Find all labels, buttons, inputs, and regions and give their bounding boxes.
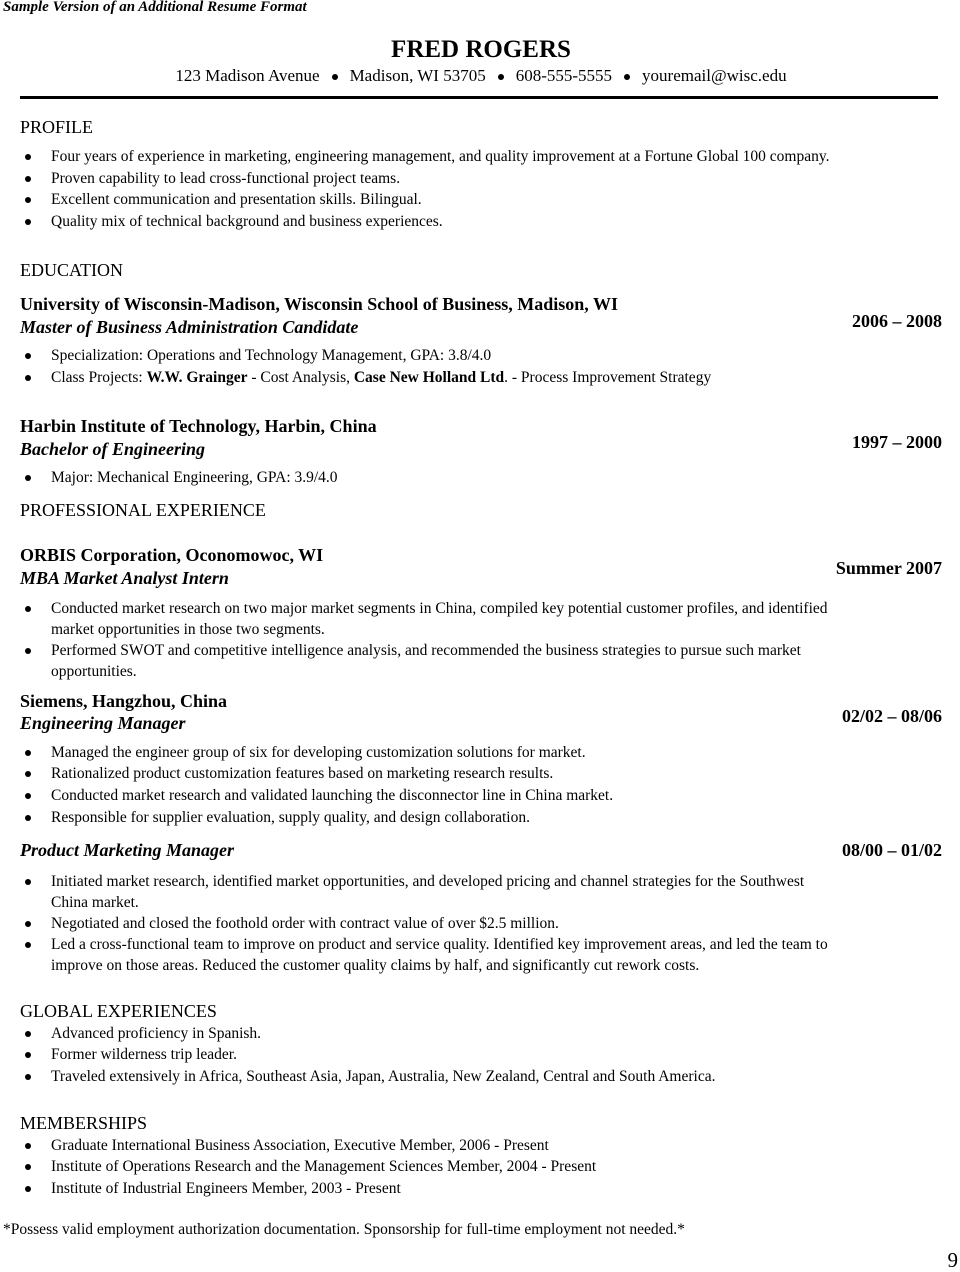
date-range: 2006 – 2008 bbox=[852, 311, 942, 331]
list-item: Former wilderness trip leader. bbox=[51, 1046, 237, 1063]
bullet-icon bbox=[624, 74, 630, 80]
list-item-continuation: China market. bbox=[51, 894, 139, 911]
list-item-continuation: improve on those areas. Reduced the customer quality claims by half, and significantly cut rework costs. bbox=[51, 957, 700, 974]
document-note: Sample Version of an Additional Resume Format bbox=[3, 0, 307, 15]
date-range: Summer 2007 bbox=[835, 558, 942, 578]
bullet-icon bbox=[498, 74, 504, 80]
degree: Bachelor of Engineering bbox=[20, 439, 206, 459]
list-item-continuation: market opportunities in those two segments. bbox=[51, 621, 325, 638]
list-item: Rationalized product customization features based on marketing research results. bbox=[51, 765, 554, 782]
section-heading-profile: PROFILE bbox=[20, 117, 94, 137]
section-heading-education: EDUCATION bbox=[20, 260, 123, 280]
list-item: Quality mix of technical background and business experiences. bbox=[51, 213, 443, 230]
list-item-continuation: opportunities. bbox=[51, 663, 137, 680]
project-company: Case New Holland Ltd bbox=[353, 369, 505, 386]
list-item: Institute of Industrial Engineers Member, 2003 - Present bbox=[51, 1180, 401, 1197]
job-title: Engineering Manager bbox=[20, 713, 186, 733]
date-range: 02/02 – 08/06 bbox=[841, 706, 942, 726]
list-item: Institute of Operations Research and the Management Sciences Member, 2004 - Present bbox=[51, 1158, 597, 1175]
list-item: Graduate International Business Association, Executive Member, 2006 - Present bbox=[51, 1137, 549, 1154]
projects-label: Class Projects: bbox=[51, 369, 147, 386]
list-item: Advanced proficiency in Spanish. bbox=[51, 1025, 262, 1042]
employer-name: ORBIS Corporation, Oconomowoc, WI bbox=[20, 545, 324, 565]
list-item: Initiated market research, identified market opportunities, and developed pricing and channel strategies for the Southwest bbox=[51, 873, 805, 890]
page-number: 9 bbox=[947, 1248, 958, 1272]
list-item: Major: Mechanical Engineering, GPA: 3.9/4.0 bbox=[51, 469, 338, 486]
list-item: Conducted market research and validated launching the disconnector line in China market. bbox=[51, 787, 614, 804]
employer-name: Siemens, Hangzhou, China bbox=[20, 691, 228, 711]
phone: 608-555-5555 bbox=[515, 66, 613, 85]
list-item bbox=[51, 368, 711, 388]
degree: Master of Business Administration Candidate bbox=[20, 317, 359, 337]
project-desc: - Cost Analysis, bbox=[247, 369, 354, 386]
list-item: Traveled extensively in Africa, Southeast Asia, Japan, Australia, New Zealand, Central and South America. bbox=[51, 1068, 716, 1085]
job-title: Product Marketing Manager bbox=[20, 840, 235, 860]
list-item: Negotiated and closed the foothold order with contract value of over $2.5 million. bbox=[51, 915, 559, 932]
section-heading-experience: PROFESSIONAL EXPERIENCE bbox=[20, 500, 266, 520]
job-title: MBA Market Analyst Intern bbox=[20, 568, 229, 588]
header-divider bbox=[20, 96, 938, 99]
list-item: Managed the engineer group of six for developing customization solutions for market. bbox=[51, 744, 586, 761]
list-item: Conducted market research on two major market segments in China, compiled key potential customer profiles, and identified bbox=[51, 600, 828, 617]
list-item: Excellent communication and presentation skills. Bilingual. bbox=[51, 191, 422, 208]
list-item: Specialization: Operations and Technology Management, GPA: 3.8/4.0 bbox=[51, 347, 492, 364]
email: youremail@wisc.edu bbox=[642, 66, 787, 85]
list-item: Four years of experience in marketing, engineering management, and quality improvement at a Fortune Global 100 company. bbox=[51, 148, 830, 165]
list-item: Performed SWOT and competitive intelligence analysis, and recommended the business strategies to pursue such market bbox=[51, 642, 801, 659]
footnote: *Possess valid employment authorization documentation. Sponsorship for full-time employment not needed.* bbox=[3, 1221, 685, 1238]
date-range: 1997 – 2000 bbox=[852, 432, 942, 452]
city-zip: Madison, WI 53705 bbox=[349, 66, 486, 85]
school-name: Harbin Institute of Technology, Harbin, China bbox=[20, 416, 377, 436]
project-company: W.W. Grainger bbox=[146, 369, 248, 386]
contact-line bbox=[0, 66, 960, 86]
applicant-name: FRED ROGERS bbox=[391, 36, 571, 63]
section-heading-global: GLOBAL EXPERIENCES bbox=[20, 1001, 217, 1021]
section-heading-memberships: MEMBERSHIPS bbox=[20, 1113, 148, 1133]
bullet-icon bbox=[332, 74, 338, 80]
project-desc: . - Process Improvement Strategy bbox=[504, 369, 712, 386]
list-item: Led a cross-functional team to improve on product and service quality. Identified key improvement areas, and led the team to bbox=[51, 936, 828, 953]
school-name: University of Wisconsin-Madison, Wisconsin School of Business, Madison, WI bbox=[20, 294, 618, 314]
date-range: 08/00 – 01/02 bbox=[841, 840, 942, 860]
list-item: Responsible for supplier evaluation, supply quality, and design collaboration. bbox=[51, 809, 530, 826]
list-item: Proven capability to lead cross-functional project teams. bbox=[51, 170, 401, 187]
street-address: 123 Madison Avenue bbox=[175, 66, 320, 85]
